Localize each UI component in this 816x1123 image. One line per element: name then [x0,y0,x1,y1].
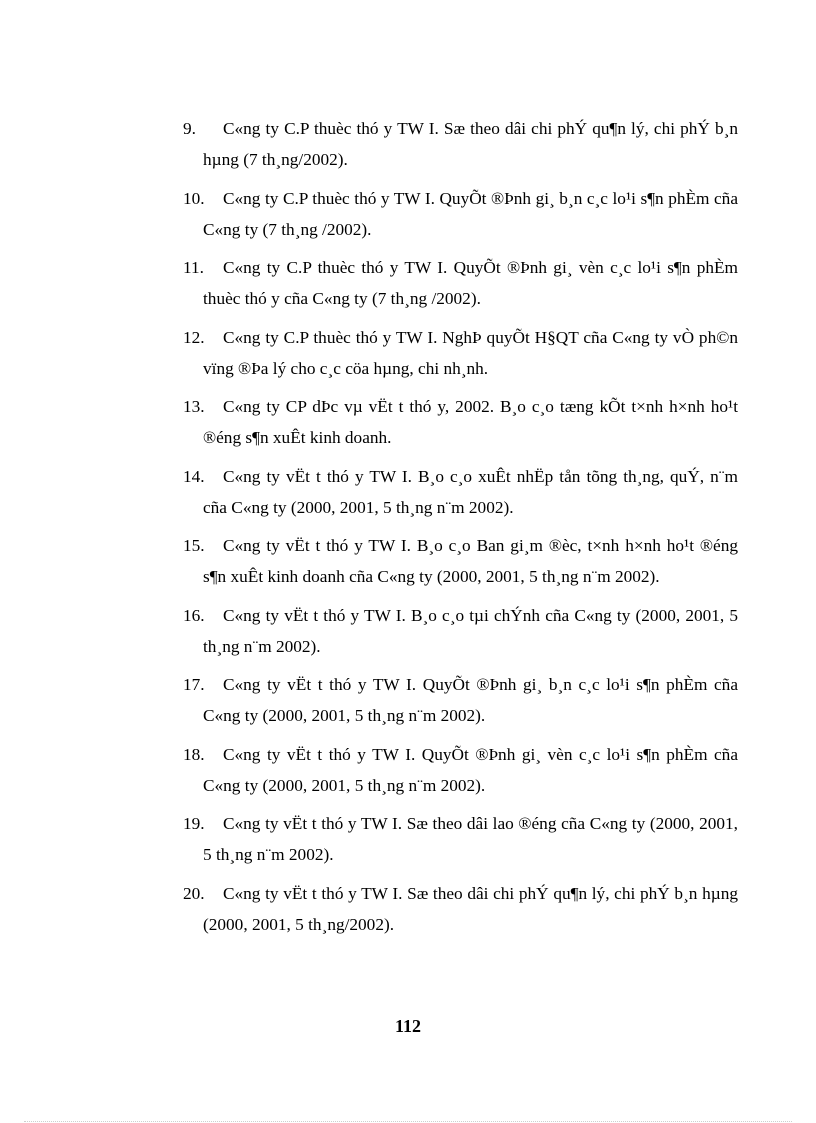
reference-list [183,113,738,947]
reference-text: C«ng ty vËt t thó y TW I. QuyÕt ®Þnh gi¸ vèn c¸c lo¹i s¶n phÈm cña C«ng ty (2000, 2001, 5 th¸ng n¨m 2002). [203,744,738,795]
reference-item [183,183,738,245]
reference-item [183,252,738,314]
reference-text: C«ng ty C.P thuèc thó y TW I. QuyÕt ®Þnh gi¸ b¸n c¸c lo¹i s¶n phÈm cña C«ng ty (7 th¸ng /2002). [203,188,738,239]
reference-text: C«ng ty vËt t thó y TW I. Sæ theo dâi lao ®éng cña C«ng ty (2000, 2001, 5 th¸ng n¨m 2002). [203,814,738,864]
reference-number: 14. [183,466,205,486]
reference-number: 20. [183,883,205,903]
reference-item [183,530,738,592]
reference-item [183,600,738,662]
reference-number: 17. [183,675,205,694]
reference-item [183,878,738,940]
reference-text: C«ng ty vËt t thó y TW I. B¸o c¸o tµi chÝnh cña C«ng ty (2000, 2001, 5 th¸ng n¨m 2002). [203,605,738,656]
reference-text: C«ng ty C.P thuèc thó y TW I. QuyÕt ®Þnh gi¸ vèn c¸c lo¹i s¶n phÈm thuèc thó y cña C«ng ty (7 th¸ng /2002). [203,258,738,308]
reference-text: C«ng ty C.P thuèc thó y TW I. Sæ theo dâi chi phÝ qu¶n lý, chi phÝ b¸n hµng (7 th¸ng/2002). [203,119,738,169]
reference-number: 16. [183,605,205,625]
reference-number: 13. [183,397,205,416]
reference-text: C«ng ty vËt t thó y TW I. B¸o c¸o Ban gi¸m ®èc, t×nh h×nh ho¹t ®éng s¶n xuÊt kinh doanh cña C«ng ty (2000, 2001, 5 th¸ng n¨m 2002). [203,536,738,586]
reference-item [183,808,738,870]
reference-item [183,391,738,453]
reference-number: 15. [183,536,205,555]
reference-text: C«ng ty CP dÞc vµ vËt t thó y, 2002. B¸o c¸o tæng kÕt t×nh h×nh ho¹t ®éng s¶n xuÊt kinh doanh. [203,397,738,447]
reference-item [183,739,738,801]
reference-number: 19. [183,814,205,833]
page-number: 112 [394,1016,421,1036]
reference-number: 10. [183,188,205,208]
reference-item [183,669,738,731]
reference-text: C«ng ty vËt t thó y TW I. B¸o c¸o xuÊt nhËp tån tõng th¸ng, quÝ, n¨m cña C«ng ty (2000, 2001, 5 th¸ng n¨m 2002). [203,466,738,517]
reference-text: C«ng ty vËt t thó y TW I. QuyÕt ®Þnh gi¸ b¸n c¸c lo¹i s¶n phÈm cña C«ng ty (2000, 2001, 5 th¸ng n¨m 2002). [203,675,738,725]
reference-text: C«ng ty C.P thuèc thó y TW I. NghÞ quyÕt H§QT cña C«ng ty vÒ ph©n vïng ®Þa lý cho c¸c cöa hµng, chi nh¸nh. [203,327,738,378]
reference-text: C«ng ty vËt t thó y TW I. Sæ theo dâi chi phÝ qu¶n lý, chi phÝ b¸n hµng (2000, 2001, 5 th¸ng/2002). [203,883,738,934]
reference-number: 18. [183,744,205,764]
reference-item [183,113,738,175]
reference-number: 11. [183,258,204,277]
page-bottom-divider [24,1121,792,1122]
reference-item [183,461,738,523]
reference-number: 9. [183,119,196,138]
reference-item [183,322,738,384]
reference-number: 12. [183,327,205,347]
